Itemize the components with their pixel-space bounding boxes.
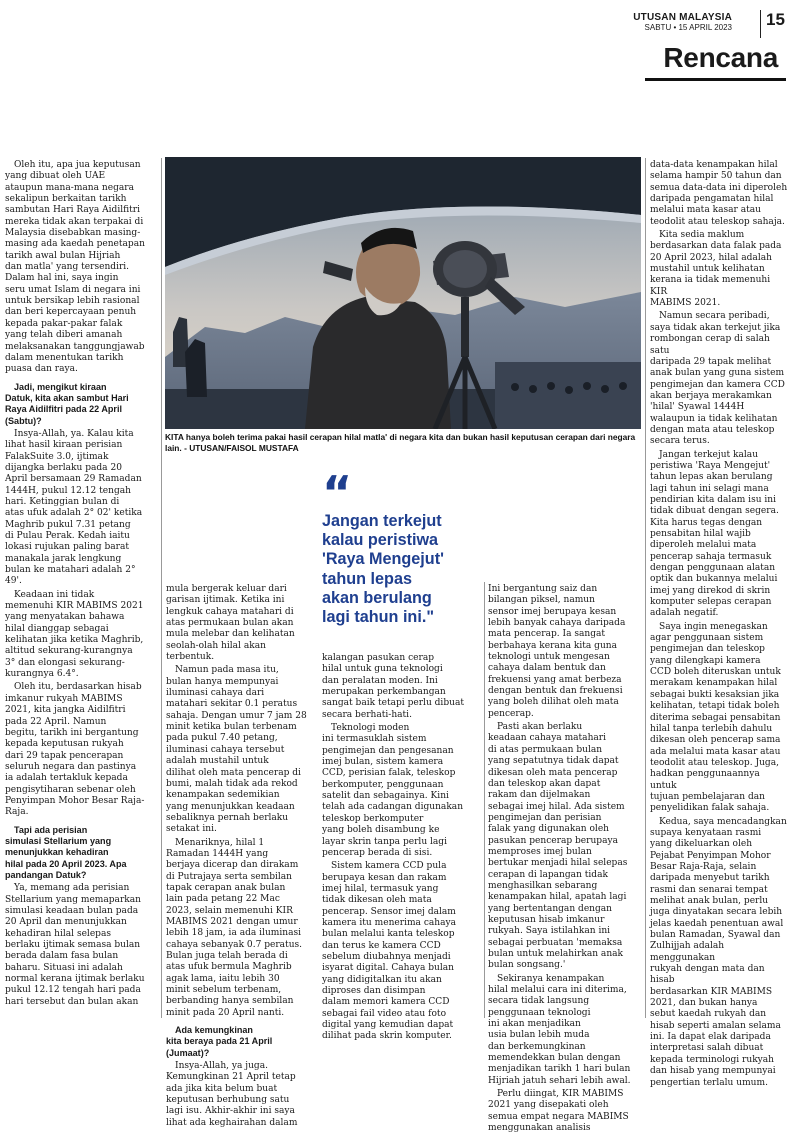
article-paragraph: Ini bergantung saiz dan bilangan piksel, namun sensor imej berupaya kesan lebih banyak cahaya daripada mata pencerap. Ia sangat berbahaya kerana kita guna teknologi untuk mengesan cahaya dalam bentuk dan frekuensi yang amat berbeza dengan bentuk dan frekuensi yang boleh dilihat oleh mata pencerap. (488, 584, 626, 719)
article-paragraph: Ya, memang ada perisian Stellarium yang memaparkan simulasi keadaan bulan pada 20 April dan menunjukkan kehadiran hilal selepas berlaku ijtimak semasa bulan berada dalam fasa bulan baharu. Situasi ini adalah normal kerana ijtimak berlaku pukul 12.12 tengah hari pada hari tersebut dan bulan akan (5, 883, 145, 1007)
article-paragraph: Insya-Allah, ya. Kalau kita lihat hasil kiraan perisian FalakSuite 3.0, ijtimak dijangka berlaku pada 20 April bersamaan 29 Ramadan 1444H, pukul 12.12 tengah hari. Ketinggian bulan di atas ufuk adalah 2° 02' ketika Maghrib pukul 7.31 petang di Pulau Perak. Kedah iaitu lokasi rujukan paling barat manakala jarak lengkung bulan ke matahari adalah 2° 49'. (5, 428, 143, 587)
quote-mark-icon: “ (322, 466, 353, 520)
article-paragraph: Teknologi moden ini termasuklah sistem pengimejan dan pengesanan imej bulan, sistem kamera CCD, perisian falak, teleskop berkomputer, penggunaan satelit dan sebagainya. Kini telah ada cadangan digunakan teleskop berkomputer yang boleh disambung ke layar skrin tanpa perlu lagi pencerap berada di sisi. (322, 723, 464, 858)
article-paragraph: Saya ingin menegaskan agar penggunaan sistem pengimejan dan teleskop yang dilengkapi kamera CCD boleh diteruskan untuk merakam kenampakan hilal sebagai bukti kesaksian jika kelihatan, tetapi tidak boleh diterima sebagai pensabitan hilal tanpa terlebih dahulu dikesan oleh pencerap sama ada melalui mata kasar atau teodolit atau teleskop. Juga, hadkan penggunaannya untuk tujuan pembelajaran dan penyelidikan falak sahaja. (650, 621, 781, 814)
telescope-observer-illustration (165, 157, 641, 429)
article-paragraph: Namun secara peribadi, saya tidak akan terkejut jika rombongan cerap di salah satu daripada 29 tapak melihat anak bulan yang guna sistem pengimejan dan kamera CCD akan berjaya merakamkan 'hilal' Syawal 1444H walaupun ia tidak kelihatan dengan mata atau teleskop secara terus. (650, 311, 785, 447)
pull-quote (322, 466, 482, 627)
article-paragraph: Jangan terkejut kalau peristiwa 'Raya Mengejut' tahun lepas akan berulang lagi tahun ini selagi mana pendirian kita dalam isu ini tidak dibuat dengan segera. Kita harus tegas dengan pensabitan hilal wajib diperoleh melalui mata pencerap sahaja termasuk dengan penggunaan alatan optik dan bukannya melalui imej yang direkod di skrin komputer selepas cerapan adalah negatif. (650, 449, 779, 619)
column-divider (161, 158, 162, 1018)
masthead-title: UTUSAN MALAYSIA (633, 12, 732, 23)
article-paragraph: Keadaan ini tidak memenuhi KIR MABIMS 2021 yang menyatakan bahawa hilal dianggap sebagai kelihatan jika ketika Maghrib, altitud sekurang-kurangnya 3° dan elongasi sekurang- kurangnya 6.4°. (5, 589, 144, 680)
article-paragraph: kalangan pasukan cerap hilal untuk guna teknologi dan peralatan moden. Ini merupakan perkembangan sangat baik tetapi perlu dibuat secara berhati-hati. (322, 653, 464, 720)
section-rule (645, 78, 786, 81)
article-photo (165, 157, 641, 429)
article-paragraph: Oleh itu, apa jua keputusan yang dibuat oleh UAE ataupun mana-mana negara sekalipun berkaitan tarikh sambutan Hari Raya Aidilfitri mereka tidak akan terpakai di Malaysia disebabkan masing- masing ada kaedah penetapan tarikh awal bulan Hijriah dan matla' yang tersendiri. Dalam hal ini, saya ingin seru umat Islam di negara ini untuk bersikap lebih rasional dan beri kepercayaan penuh kepada pakar-pakar falak yang telah diberi amanah melaksanakan tanggungjawab dalam menentukan tarikh puasa dan raya. (5, 160, 145, 375)
page-number: 15 (766, 10, 785, 29)
article-paragraph: Namun pada masa itu, bulan hanya mempunyai iluminasi cahaya dari matahari sekitar 0.1 peratus sahaja. Dengan umur 7 jam 28 minit ketika bulan terbenam pada pukul 7.40 petang, iluminasi cahaya tersebut adalah mustahil untuk dilihat oleh mata pencerap di bumi, malah tidak ada rekod kenampakan sedemikian yang menunjukkan keadaan sebaliknya pernah berlaku setakat ini. (166, 665, 307, 835)
article-column-4 (488, 584, 640, 1137)
article-paragraph: Kedua, saya mencadangkan supaya kenyataan rasmi yang dikeluarkan oleh Pejabat Penyimpan Mohor Besar Raja-Raja, selain daripada menyebut tarikh rasmi dan senarai tempat melihat anak bulan, perlu juga dinyatakan secara lebih jelas kaedah penentuan awal bulan Ramadan, Syawal dan Zulhijjah adalah menggunakan rukyah dengan mata dan hisab berdasarkan KIR MABIMS 2021, dan bukan hanya sebut kaedah rukyah dan hisab seperti amalan selama ini. Ia dapat elak daripada interpretasi salah dibuat kepada terminologi rukyah dan hisab yang mempunyai pengertian terlalu umum. (650, 816, 787, 1088)
header-divider (760, 10, 761, 38)
article-paragraph: mula bergerak keluar dari garisan ijtimak. Ketika ini lengkuk cahaya matahari di atas permukaan bulan akan mula melebar dan kelihatan seolah-olah hilal akan terbentuk. (166, 584, 295, 663)
article-column-1 (5, 160, 157, 1010)
article-paragraph: Kita sedia maklum berdasarkan data falak pada 20 April 2023, hilal adalah mustahil untuk kelihatan kerana ia tidak memenuhi KIR MABIMS 2021. (650, 230, 782, 309)
article-paragraph: Sistem kamera CCD pula berupaya kesan dan rakam imej hilal, termasuk yang tidak dikesan oleh mata pencerap. Sensor imej dalam kamera itu menerima cahaya bulan melalui kanta teleskop dan terus ke kamera CCD sebelum diubahnya menjadi isyarat digital. Cahaya bulan yang didigitalkan itu akan diproses dan disimpan dalam memori kamera CCD sebagai fail video atau foto digital yang kemudian dapat dilihat pada skrin komputer. (322, 861, 456, 1042)
article-column-3 (322, 653, 480, 1045)
interview-question: Tapi ada perisian simulasi Stellarium yang menunjukkan kehadiran hilal pada 20 April 2023. Apa pandangan Datuk? (5, 824, 127, 880)
interview-question: Ada kemungkinan kita beraya pada 21 April (Jumaat)? (166, 1025, 273, 1058)
pull-quote-text: Jangan terkejut kalau peristiwa 'Raya Mengejut' tahun lepas akan berulang lagi tahun ini." (322, 512, 444, 627)
article-paragraph: Oleh itu, berdasarkan hisab imkanur rukyah MABIMS 2021, kita jangka Aidilfitri pada 22 April. Namun begitu, tarikh ini bergantung kepada keputusan rukyah dari 29 tapak pencerapan seluruh negara dan pastinya ia adalah tertakluk kepada pengisytiharan sebenar oleh Penyimpan Mohor Besar Raja- Raja. (5, 682, 145, 818)
article-paragraph: Menariknya, hilal 1 Ramadan 1444H yang berjaya dicerap dan dirakam di Putrajaya serta sembilan tapak cerapan anak bulan lain pada petang 22 Mac 2023, selain memenuhi KIR MABIMS 2021 dengan umur lebih 18 jam, ia ada iluminasi cahaya sebanyak 0.7 peratus. Bulan juga telah berada di atas ufuk bermula Maghrib agak lama, iaitu lebih 30 minit sebelum terbenam, berbanding hanya sembilan minit pada 20 April nanti. (166, 837, 303, 1018)
issue-date: SABTU • 15 APRIL 2023 (644, 23, 732, 32)
article-paragraph: Insya-Allah, ya juga. Kemungkinan 21 April tetap ada jika kita belum buat keputusan berhubung satu lagi isu. Akhir-akhir ini saya lihat ada keghairahan dalam (166, 1061, 298, 1128)
interview-question: Jadi, mengikut kiraan Datuk, kita akan sambut Hari Raya Aidilfitri pada 22 April (Sabtu)? (5, 381, 129, 426)
article-column-2 (166, 584, 316, 1131)
column-divider (645, 158, 646, 1018)
article-paragraph: Sekiranya kenampakan hilal melalui cara ini diterima, secara tidak langsung penggunaan teknologi ini akan menjadikan usia bulan lebih muda dan berkemungkinan memendekkan bulan dengan menjadikan tarikh 1 hari bulan Hijriah jatuh sehari lebih awal. (488, 973, 631, 1086)
masthead-block (633, 12, 732, 32)
article-paragraph: Pasti akan berlaku keadaan cahaya matahari di atas permukaan bulan yang sepatutnya tidak dapat dikesan oleh mata pencerap dan teleskop akan dapat rakam dan dijelmakan sebagai imej hilal. Ada sistem pengimejan dan perisian falak yang digunakan oleh pasukan pencerap berupaya memproses imej bulan bertukar menjadi hilal selepas cerapan di lapangan tidak menghasilkan sebarang kenampakan hilal, apatah lagi yang bertentangan dengan keputusan hisab imkanur rukyah. Saya istilahkan ini sebagai perbuatan 'memaksa bulan untuk melahirkan anak bulan songsang.' (488, 722, 628, 971)
column-divider (484, 582, 485, 1018)
article-column-5 (650, 160, 788, 1091)
article-paragraph: data-data kenampakan hilal selama hampir 50 tahun dan semua data-data ini diperoleh daripada pengamatan hilal melalui mata kasar atau teodolit atau teleskop sahaja. (650, 160, 788, 227)
article-paragraph: Perlu diingat, KIR MABIMS 2021 yang disepakati oleh semua empat negara MABIMS menggunakan analisis (488, 1089, 629, 1134)
section-title: Rencana (663, 42, 778, 73)
photo-caption: KITA hanya boleh terima pakai hasil cerapan hilal matla' di negara kita dan bukan hasil keputusan cerapan dari negara lain. - UTUSAN/FAISOL MUSTAFA (165, 432, 636, 453)
